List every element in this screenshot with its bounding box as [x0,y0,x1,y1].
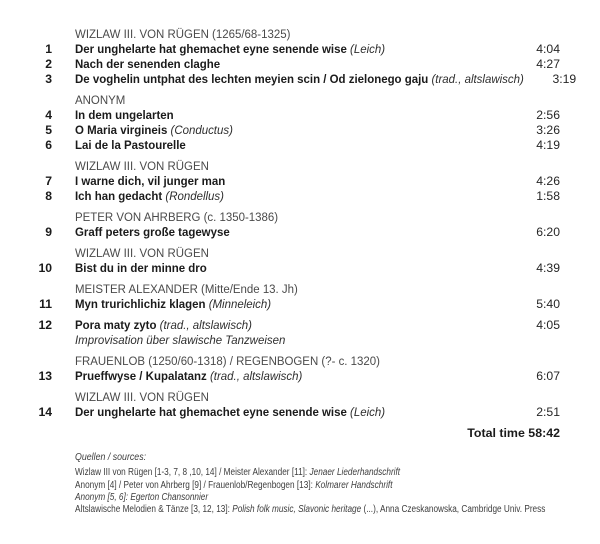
track-row [28,57,560,72]
composer-group [28,282,560,312]
track-row [28,318,560,333]
total-time-value: 58:42 [528,426,560,440]
track-annotation: (Leich) [346,405,386,419]
track-title: De voghelin untphat des lechten meyien scin / Od zielonego gaju [75,72,429,86]
composer-group [28,93,560,153]
track-title-wrap [75,225,509,240]
composer-group [28,318,560,348]
track-subtitle: Improvisation über slawische Tanzweisen [75,333,286,347]
source-lines [75,467,560,516]
track-title: Pora maty zyto [75,318,157,332]
track-title: I warne dich, vil junger man [75,174,226,188]
track-title: Ich han gedacht [75,189,163,203]
composer-heading: FRAUENLOB (1250/60-1318) / REGENBOGEN (?- c. 1320) [75,354,380,368]
composer-heading: WIZLAW III. VON RÜGEN (1265/68-1325) [75,27,291,41]
track-number: 10 [38,261,52,275]
track-duration: 6:20 [536,225,560,239]
track-title: Der unghelarte hat ghemachet eyne senende wise [75,42,347,56]
sources-heading: Quellen / sources: [75,452,147,463]
source-line-segment: Anonym [4] / Peter von Ahrberg [9] / Frauenlob/Regenbogen [13]: [75,479,316,491]
track-annotation: (trad., altslawisch) [206,369,303,383]
track-number: 5 [45,123,52,137]
source-line-segment: Jenaer Liederhandschrift [309,467,401,479]
track-row [28,405,560,420]
source-line [75,504,546,516]
track-number: 8 [45,189,52,203]
track-row [28,138,560,153]
track-title: In dem ungelarten [75,108,174,122]
track-title-wrap [75,405,509,420]
track-annotation: (trad., altslawisch) [428,72,524,86]
track-title-wrap [75,108,509,123]
track-annotation: (Conductus) [167,123,233,137]
track-number: 3 [45,72,52,86]
track-annotation: (Leich) [346,42,386,56]
track-number: 11 [39,297,52,311]
track-number: 14 [38,405,52,419]
track-title-wrap [75,138,509,153]
track-annotation: (Rondellus) [162,189,224,203]
track-title-wrap [75,318,509,333]
track-row [28,297,560,312]
track-title: Prueffwyse / Kupalatanz [75,369,207,383]
track-number: 12 [38,318,52,332]
track-number: 13 [38,369,52,383]
composer-group [28,159,560,204]
track-row [28,42,560,57]
track-duration: 4:26 [536,174,560,188]
track-duration: 6:07 [536,369,560,383]
composer-heading: ANONYM [75,93,126,107]
track-duration: 4:04 [536,42,560,56]
track-title-wrap [75,297,509,312]
track-duration: 5:40 [536,297,560,311]
track-title: Nach der senenden claghe [75,57,221,71]
track-row [28,108,560,123]
track-title-wrap [75,174,509,189]
track-title: Bist du in der minne dro [75,261,207,275]
track-annotation: (Minneleich) [205,297,272,311]
source-line [75,480,482,492]
track-title-wrap [75,261,509,276]
track-groups [28,27,577,420]
source-line-segment: Wizlaw III von Rügen [1-3, 7, 8 ,10, 14] / Meister Alexander [11]: [75,467,310,479]
track-duration: 3:26 [536,123,560,137]
track-row [28,123,560,138]
track-duration: 4:39 [536,261,560,275]
track-duration: 2:51 [536,405,560,419]
composer-heading: WIZLAW III. VON RÜGEN [75,159,209,173]
total-time-label: Total time [467,426,525,440]
composer-group [28,390,560,420]
track-row [28,174,560,189]
composer-heading: WIZLAW III. VON RÜGEN [75,246,209,260]
track-row [28,189,560,204]
composer-group [28,210,560,240]
track-title-wrap [75,189,509,204]
track-number: 2 [45,57,52,71]
track-number: 9 [45,225,52,239]
track-duration: 4:19 [536,138,560,152]
track-duration: 2:56 [536,108,560,122]
composer-group [28,27,577,87]
source-line [75,492,482,504]
source-line-segment: (...), Anna Czeskanowska, Cambridge Univ. Press [361,504,546,516]
composer-heading: MEISTER ALEXANDER (Mitte/Ende 13. Jh) [75,282,298,296]
composer-group [28,354,560,384]
source-line-segment: Polish folk music, Slavonic heritage [232,504,362,516]
track-row [28,261,560,276]
track-number: 7 [45,174,52,188]
track-number: 1 [45,42,52,56]
composer-group [28,246,560,276]
track-duration: 3:19 [552,72,577,86]
composer-heading: PETER VON AHRBERG (c. 1350-1386) [75,210,279,224]
track-title-wrap [75,123,509,138]
track-title: Graff peters große tagewyse [75,225,230,239]
track-title: O Maria virgineis [75,123,168,137]
track-duration: 4:27 [536,57,560,71]
track-title-wrap [75,369,509,384]
track-title: Myn trurichlichiz klagen [75,297,206,311]
source-line [75,467,482,479]
track-title-wrap [75,42,509,57]
source-line-segment: Anonym [5, 6]: Egerton Chansonnier [75,491,209,503]
source-line-segment: Altslawische Melodien & Tänze [3, 12, 13]: [75,504,233,516]
track-row [28,72,577,87]
track-duration: 4:05 [536,318,560,332]
total-time-row [28,426,560,441]
track-duration: 1:58 [536,189,560,203]
sources-section [75,452,560,516]
track-row [28,369,560,384]
track-title: Der unghelarte hat ghemachet eyne senende wise [75,405,347,419]
track-title-wrap [75,57,509,72]
track-number: 6 [45,138,52,152]
track-row [28,225,560,240]
track-title-wrap [75,72,524,87]
track-title: Lai de la Pastourelle [75,138,186,152]
track-number: 4 [45,108,52,122]
source-line-segment: Kolmarer Handschrift [315,479,393,491]
composer-heading: WIZLAW III. VON RÜGEN [75,390,209,404]
track-annotation: (trad., altslawisch) [156,318,252,332]
